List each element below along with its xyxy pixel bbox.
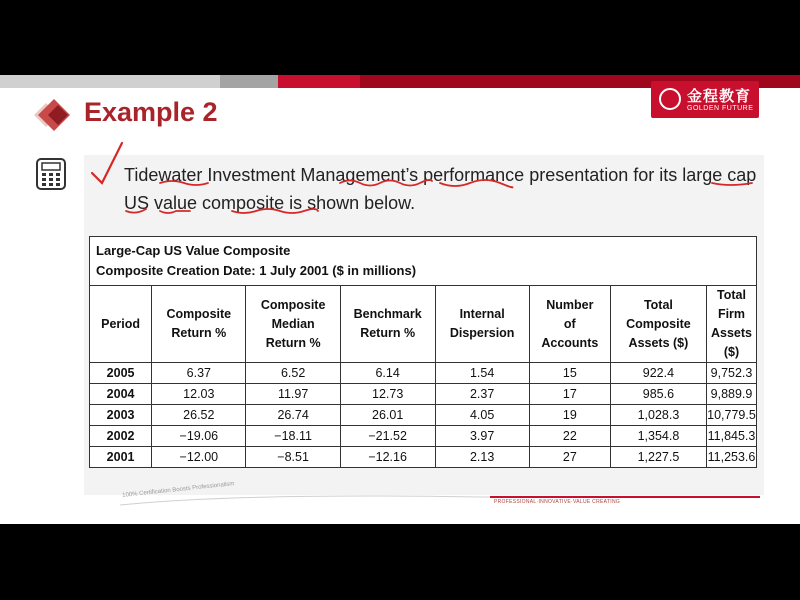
- table-cell: 19: [529, 405, 610, 426]
- table-cell: 922.4: [610, 363, 706, 384]
- bullet-text: Tidewater Investment Management’s performance presentation for its large cap US value composite is shown below.: [124, 165, 757, 213]
- table-cell-period: 2005: [90, 363, 152, 384]
- table-cell-period: 2001: [90, 447, 152, 468]
- diamond-logo-icon: [32, 95, 78, 135]
- slide: [0, 75, 800, 524]
- table-cell: −12.16: [340, 447, 435, 468]
- table-header-row: [90, 286, 757, 363]
- col-header-total-composite-assets: Total Composite Assets ($): [610, 286, 706, 363]
- table-cell: 1,227.5: [610, 447, 706, 468]
- brand-logo: [651, 81, 759, 118]
- col-header-composite-median-return: Composite Median Return %: [246, 286, 340, 363]
- table-cell: 9,752.3: [707, 363, 757, 384]
- col-header-total-firm-assets: Total Firm Assets ($): [707, 286, 757, 363]
- table-cell: 1,028.3: [610, 405, 706, 426]
- footer-divider: [120, 487, 760, 507]
- table-cell: 26.52: [152, 405, 246, 426]
- table-cell-period: 2004: [90, 384, 152, 405]
- table-cell: 26.01: [340, 405, 435, 426]
- col-header-internal-dispersion: Internal Dispersion: [435, 286, 529, 363]
- col-header-number-of-accounts: Number of Accounts: [529, 286, 610, 363]
- brand-emblem-icon: [659, 88, 681, 110]
- table-cell: 1,354.8: [610, 426, 706, 447]
- brand-name: 金程教育: [687, 88, 752, 105]
- table-row: [90, 363, 757, 384]
- table-cell: 12.03: [152, 384, 246, 405]
- table-cell: 2.13: [435, 447, 529, 468]
- table-cell: 22: [529, 426, 610, 447]
- table-cell: 4.05: [435, 405, 529, 426]
- table-cell: 6.52: [246, 363, 340, 384]
- table-cell: −19.06: [152, 426, 246, 447]
- table-cell: −12.00: [152, 447, 246, 468]
- footer-tagline: PROFESSIONAL·INNOVATIVE·VALUE CREATING: [494, 499, 621, 505]
- table-cell-period: 2002: [90, 426, 152, 447]
- table-cell: 985.6: [610, 384, 706, 405]
- table-cell: 12.73: [340, 384, 435, 405]
- table-cell: 1.54: [435, 363, 529, 384]
- table-caption-title: Large-Cap US Value Composite: [96, 243, 291, 258]
- table-row: [90, 426, 757, 447]
- col-header-period: Period: [90, 286, 152, 363]
- table-cell: 17: [529, 384, 610, 405]
- col-header-composite-return: Composite Return %: [152, 286, 246, 363]
- table-row: [90, 384, 757, 405]
- table-cell: −8.51: [246, 447, 340, 468]
- table-cell: 3.97: [435, 426, 529, 447]
- table-cell: −21.52: [340, 426, 435, 447]
- col-header-benchmark-return: Benchmark Return %: [340, 286, 435, 363]
- table-cell: 2.37: [435, 384, 529, 405]
- table-cell: 6.14: [340, 363, 435, 384]
- table-cell: 6.37: [152, 363, 246, 384]
- table-cell: 11,253.6: [707, 447, 757, 468]
- table-caption-date: Composite Creation Date: 1 July 2001 ($ in millions): [96, 263, 417, 278]
- table-cell: 27: [529, 447, 610, 468]
- slide-title: Example 2: [84, 97, 218, 127]
- table-cell-period: 2003: [90, 405, 152, 426]
- table-cell: 10,779.5: [707, 405, 757, 426]
- table-cell: 26.74: [246, 405, 340, 426]
- table-cell: −18.11: [246, 426, 340, 447]
- table-cell: 9,889.9: [707, 384, 757, 405]
- table-cell: 15: [529, 363, 610, 384]
- table-cell: 11.97: [246, 384, 340, 405]
- footer-slogan: 100% Certification Boosts Professionalism: [121, 481, 235, 499]
- table-row: [90, 447, 757, 468]
- table-row: [90, 405, 757, 426]
- table-cell: 11,845.3: [707, 426, 757, 447]
- checkmark-annotation-icon: [88, 139, 128, 189]
- calculator-icon: [36, 158, 66, 190]
- brand-subtitle: GOLDEN FUTURE: [687, 105, 754, 112]
- table-caption: [90, 237, 757, 286]
- composite-table: [89, 236, 757, 468]
